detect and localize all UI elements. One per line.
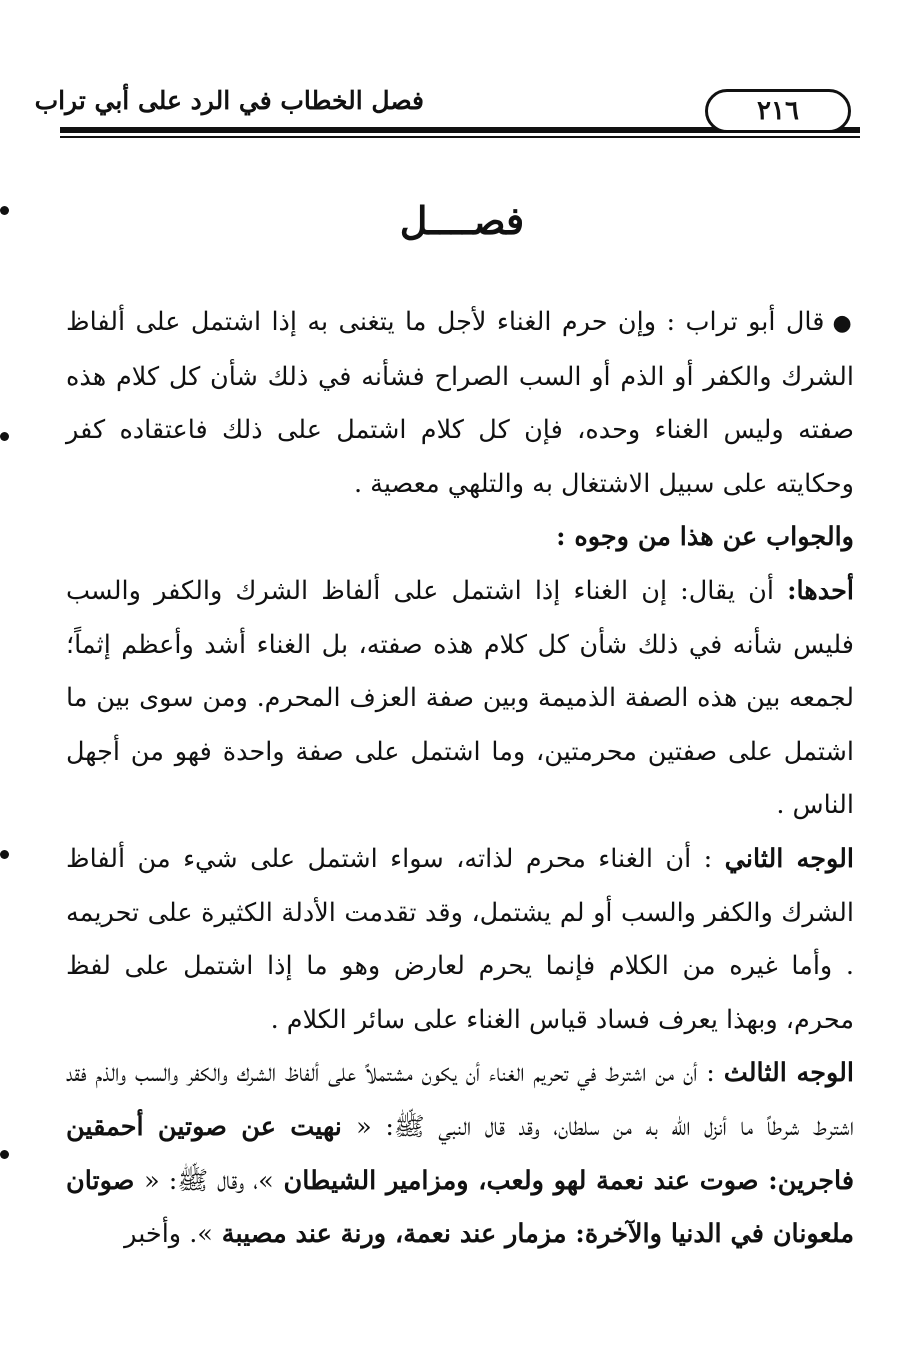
paragraph-text: قال أبو تراب : وإن حرم الغناء لأجل ما يتغنى به إذا اشتمل على ألفاظ الشرك والكفر أو الذم أو السب الصراح فشأنه في ذلك شأن كل كلام هذه صفته وليس الغناء وحده، فإن كل كلام اشتمل على ذلك فاعتقاده كفر وحكايته على سبيل الاشتغال به والتلهي معصية .	[66, 307, 854, 499]
hadith-quote: صوتان ملعونان في الدنيا والآخرة: مزمار عند نعمة، ورنة عند مصيبة	[66, 1165, 854, 1250]
bullet-icon: ●	[832, 311, 855, 336]
paragraph-text: : أن من اشترط في تحريم الغناء أن يكون مشتملاً على ألفاظ الشرك والكفر والسب والذم فقد اشترط شرطاً ما أنزل الله به من سلطان، وقد قال النبي ﷺ: «	[66, 1058, 854, 1142]
page-header	[34, 78, 860, 148]
paragraph-text: ». وأخبر	[124, 1219, 213, 1250]
paragraph-text: : أن الغناء محرم لذاته، سواء اشتمل على شيء من ألفاظ الشرك والكفر والسب أو لم يشتمل، وقد تقدمت الأدلة الكثيرة على تحريمه . وأما غيره من الكلام فإنما يحرم لعارض وهو ما إذا اشتمل على لفظ محرم، وبهذا يعرف فساد قياس الغناء على سائر الكلام .	[66, 843, 854, 1035]
margin-mark	[0, 1150, 9, 1159]
page-number: ٢١٦	[705, 89, 851, 133]
paragraph-lead: الوجه الثاني	[724, 843, 855, 874]
paragraph	[66, 296, 854, 511]
paragraph	[66, 1047, 854, 1261]
paragraph-lead: أحدها:	[787, 575, 854, 606]
body-text	[66, 296, 854, 1262]
paragraph-lead: الوجه الثالث	[723, 1058, 854, 1089]
header-rule-thin	[60, 136, 860, 138]
paragraph	[66, 833, 854, 1047]
margin-mark	[0, 850, 9, 859]
running-title: فصل الخطاب في الرد على أبي تراب	[34, 86, 424, 115]
paragraph	[66, 565, 854, 833]
paragraph-text: أن يقال: إن الغناء إذا اشتمل على ألفاظ الشرك والكفر والسب فليس شأنه في ذلك شأن كل كلام هذه صفته، بل الغناء أشد وأعظم إثماً؛ لجمعه بين هذه الصفة الذميمة وبين صفة العزف المحرم. ومن سوى بين ما اشتمل على صفتين محرمتين، وما اشتمل على صفة واحدة فهو من أجهل الناس .	[66, 575, 854, 821]
paragraph	[66, 511, 854, 565]
margin-mark	[0, 432, 9, 441]
section-title: فصــــل	[399, 198, 525, 243]
paragraph-lead: والجواب عن هذا من وجوه :	[556, 522, 854, 553]
hadith-quote: نهيت عن صوتين أحمقين فاجرين: صوت عند نعمة لهو ولعب، ومزامير الشيطان	[66, 1111, 855, 1196]
paragraph-text: »، وقال ﷺ: «	[144, 1165, 274, 1196]
